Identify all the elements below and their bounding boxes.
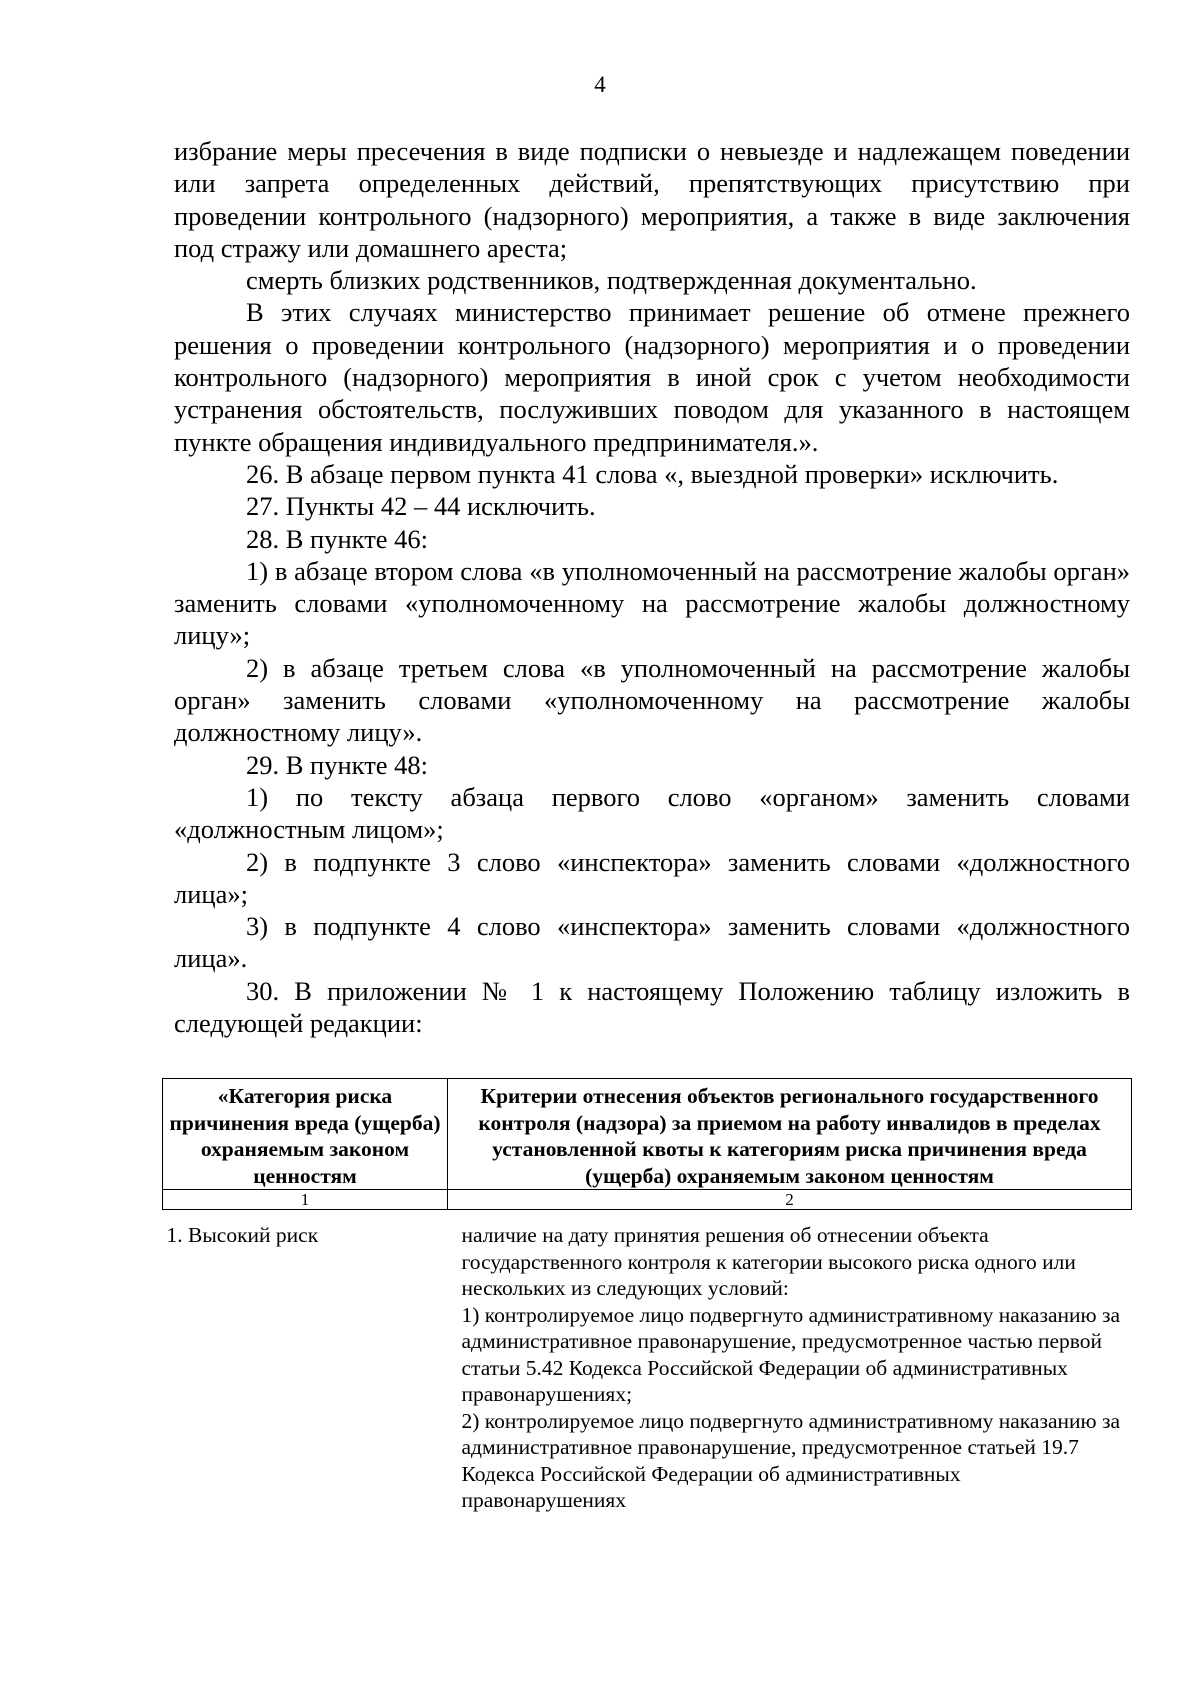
table-header-row: [163, 1079, 1132, 1190]
paragraph: 2) в подпункте 3 слово «инспектора» заменить словами «должностного лица»;: [174, 846, 1130, 909]
header-category: «Категория риска причинения вреда (ущерба) охраняемым законом ценностям: [163, 1079, 448, 1190]
paragraph: 2) в абзаце третьем слова «в уполномоченный на рассмотрение жалобы орган» заменить словами «уполномоченному на рассмотрение жалобы должностному лицу».: [174, 652, 1130, 748]
paragraph: избрание меры пресечения в виде подписки о невыезде и надлежащем поведении или запрета определенных действий, препятствующих присутствию при проведении контрольного (надзорного) мероприятия, а также в виде заключения под стражу или домашнего ареста;: [174, 136, 1130, 263]
risk-criteria-table: [162, 1078, 1132, 1514]
column-number-row: [163, 1190, 1132, 1210]
criteria-line: 1) контролируемое лицо подвергнуто административному наказанию за административное правонарушение, предусмотренное частью первой статьи 5.42 Кодекса Российской Федерации об административных правонарушениях;: [461, 1302, 1120, 1406]
paragraph: 28. В пункте 46:: [246, 523, 429, 554]
paragraph: 27. Пункты 42 – 44 исключить.: [246, 491, 596, 522]
paragraph: 30. В приложении № 1 к настоящему Положению таблицу изложить в следующей редакции:: [174, 975, 1130, 1039]
paragraph: 3) в подпункте 4 слово «инспектора» заменить словами «должностного лица».: [174, 911, 1130, 974]
risk-category-cell: 1. Высокий риск: [166, 1223, 319, 1247]
criteria-line: наличие на дату принятия решения об отнесении объекта государственного контроля к категории высокого риска одного или нескольких из следующих условий:: [461, 1223, 1076, 1300]
page-number: 4: [594, 72, 606, 97]
paragraph: 1) в абзаце втором слова «в уполномоченный на рассмотрение жалобы орган» заменить словами «уполномоченному на рассмотрение жалобы должностному лицу»;: [174, 555, 1130, 651]
table-row: [163, 1210, 1132, 1514]
column-number: 1: [163, 1190, 448, 1210]
paragraph: 29. В пункте 48:: [246, 749, 429, 780]
criteria-line: 2) контролируемое лицо подвергнуто административному наказанию за административное правонарушение, предусмотренное статьей 19.7 Кодекса Российской Федерации об административных правонарушениях: [461, 1408, 1120, 1512]
paragraph: 1) по тексту абзаца первого слово «органом» заменить словами «должностным лицом»;: [174, 781, 1130, 845]
paragraph: смерть близких родственников, подтвержденная документально.: [246, 265, 977, 296]
paragraph: 26. В абзаце первом пункта 41 слова «, выездной проверки» исключить.: [246, 458, 1059, 489]
criteria-cell: [448, 1210, 1132, 1514]
paragraph: В этих случаях министерство принимает решение об отмене прежнего решения о проведении контрольного (надзорного) мероприятия и о проведении контрольного (надзорного) мероприятия в иной срок с учетом необходимости устранения обстоятельств, послуживших поводом для указанного в настоящем пункте обращения индивидуального предпринимателя.».: [174, 297, 1130, 457]
column-number: 2: [448, 1190, 1132, 1210]
document-body: [174, 135, 1130, 1039]
header-criteria: Критерии отнесения объектов регионального государственного контроля (надзора) за приемом на работу инвалидов в пределах установленной квоты к категориям риска причинения вреда (ущерба) охраняемым законом ценностям: [448, 1079, 1132, 1190]
